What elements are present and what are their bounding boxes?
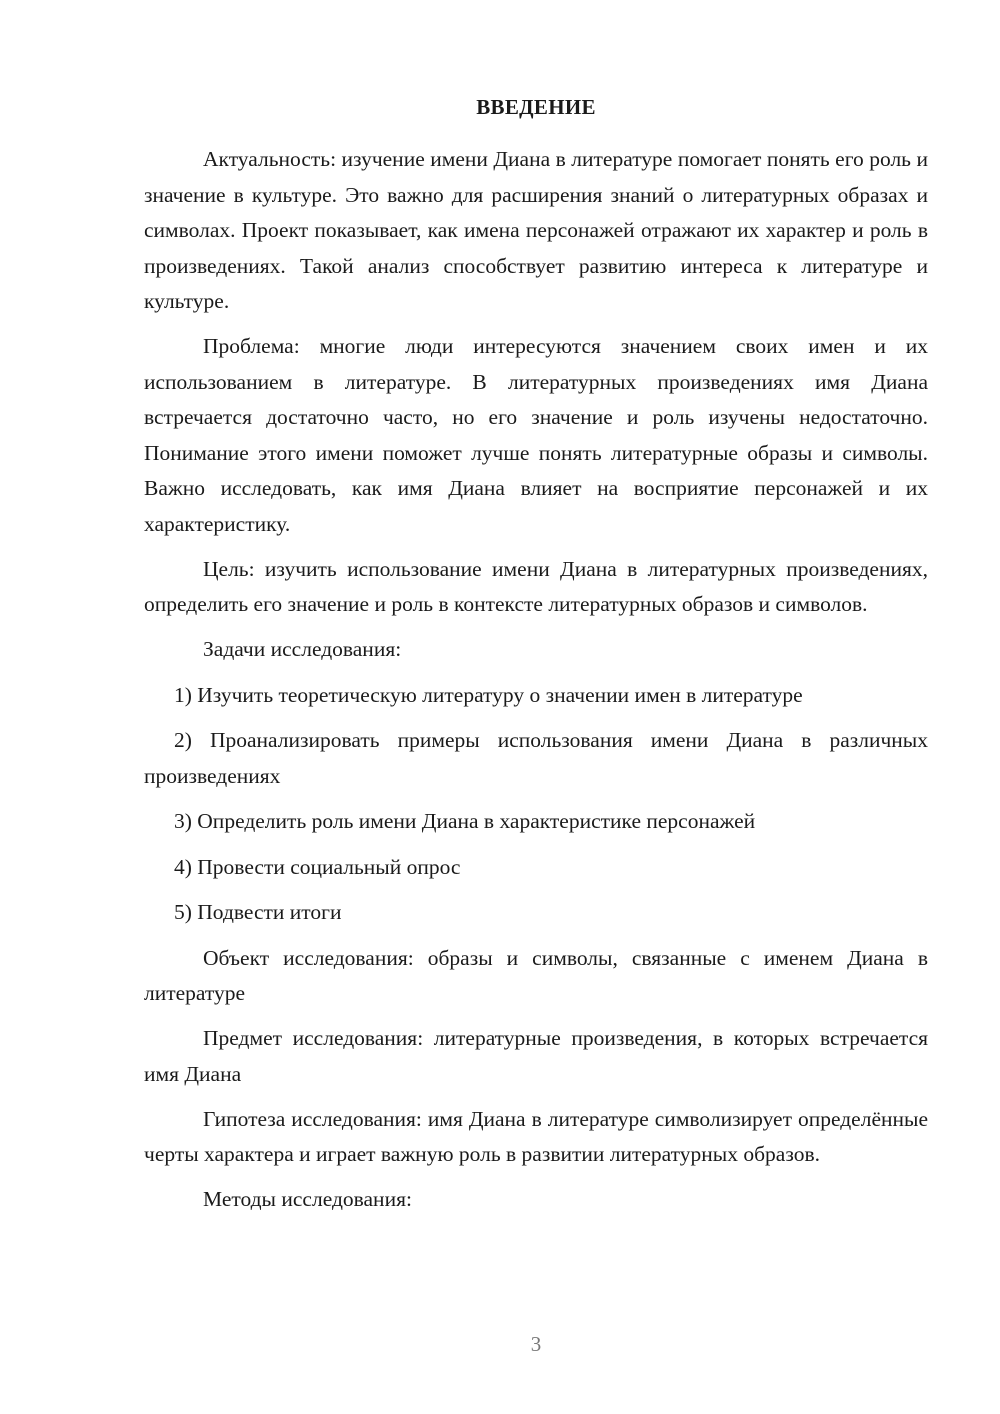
paragraph-goal: Цель: изучить использование имени Диана в литературных произведениях, определить его значение и роль в контексте литературных образов и символов. [144, 556, 928, 616]
task-item-3: 3) Определить роль имени Диана в характеристике персонажей [174, 809, 756, 833]
paragraph-object: Объект исследования: образы и символы, связанные с именем Диана в литературе [144, 945, 928, 1005]
task-item-4: 4) Провести социальный опрос [174, 854, 461, 879]
task-item-5: 5) Подвести итоги [174, 900, 342, 924]
paragraph-tasks-heading: Задачи исследования: [203, 637, 402, 661]
document-page [144, 0, 928, 1414]
paragraph-relevance: Актуальность: изучение имени Диана в литературе помогает понять его роль и значение в культуре. Это важно для расширения знаний о литературных образах и символах. Проект показывает, как имена персонажей отражают их характер и роль в произведениях. Такой анализ способствует развитию интереса к литературе и культуре. [144, 147, 928, 313]
task-item-2: 2) Проанализировать примеры использования имени Диана в различных произведениях [144, 728, 928, 788]
paragraph-hypothesis: Гипотеза исследования: имя Диана в литературе символизирует определённые черты характера и играет важную роль в развитии литературных образов. [144, 1106, 928, 1166]
body-text [144, 142, 928, 1227]
task-item-1: 1) Изучить теоретическую литературу о значении имен в литературе [174, 682, 803, 707]
page-number: 3 [530, 1332, 542, 1356]
page-title: ВВЕДЕНИЕ [476, 95, 596, 119]
paragraph-subject: Предмет исследования: литературные произведения, в которых встречается имя Диана [144, 1026, 928, 1086]
paragraph-methods: Методы исследования: [203, 1187, 412, 1211]
paragraph-problem: Проблема: многие люди интересуются значением своих имен и их использованием в литературе. В литературных произведениях имя Диана встречается достаточно часто, но его значение и роль изучены недостаточно. Понимание этого имени поможет лучше понять литературные образы и символы. Важно исследовать, как имя Диана влияет на восприятие персонажей и их характеристику. [144, 334, 928, 536]
